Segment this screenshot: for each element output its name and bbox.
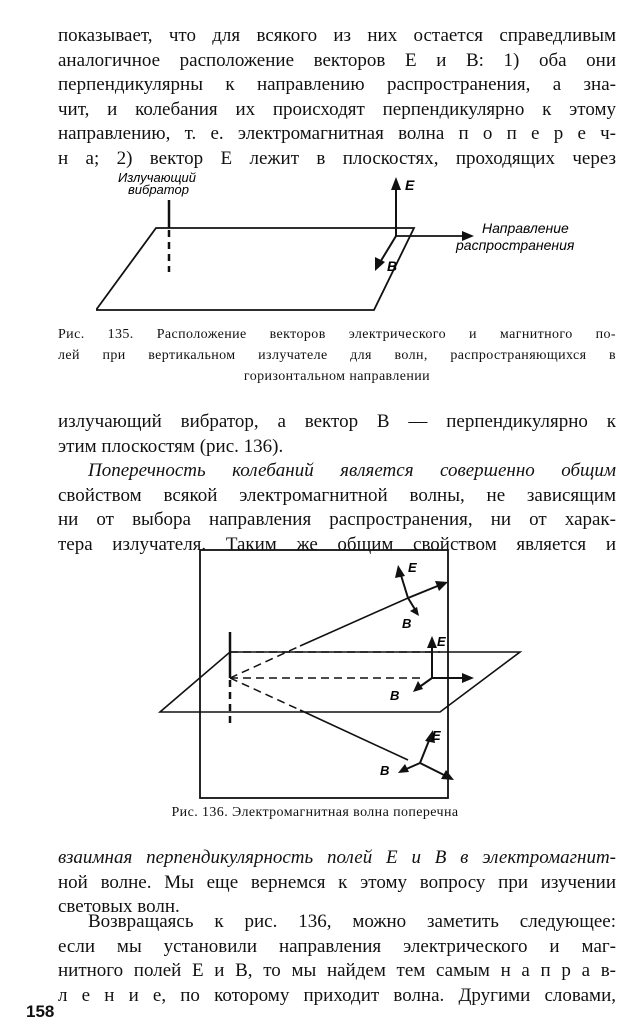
text-line: ной волне. Мы еще вернемся к этому вопросу при изучении <box>58 871 616 893</box>
text-line <box>58 846 616 871</box>
vector-e-arrowhead <box>391 177 401 190</box>
text-line: световых волн. <box>58 896 180 917</box>
label-b-mid: B <box>390 688 400 703</box>
label-direction-line2: распространения <box>456 237 575 253</box>
text-line: излучающий вибратор, а вектор B — перпендикулярно к <box>58 411 616 432</box>
text-line <box>58 459 616 484</box>
paragraph-middle-1 <box>58 410 616 459</box>
vector-bot-e <box>420 738 430 763</box>
vector-bot-propagation <box>420 763 446 776</box>
caption-line: Рис. 135. Расположение векторов электрического и магнитного по- <box>58 327 616 342</box>
text-line: если мы установили направления электрического и маг- <box>58 935 616 957</box>
figure-136-caption: Рис. 136. Электромагнитная волна поперечна <box>171 805 459 820</box>
text-line: показывает, что для всякого из них остается справедливым <box>58 25 616 46</box>
figure-136 <box>150 548 530 803</box>
label-e: E <box>405 177 415 193</box>
label-vibrator-line2: вибратор <box>128 182 189 197</box>
label-b: B <box>387 258 398 274</box>
text-line: ни от выбора направления распространения, ни от харак- <box>58 509 616 530</box>
paragraph-bottom-2 <box>58 910 616 1008</box>
text-line: л е н и е, по которому приходит волна. Другими словами, <box>58 984 616 1006</box>
label-e-top: E <box>408 560 417 575</box>
horizontal-plane <box>160 652 520 712</box>
vector-top-propagation <box>408 585 440 598</box>
text-line: перпендикулярны к направлению распространения, а зна- <box>58 74 616 95</box>
paragraph-middle-2 <box>58 459 616 557</box>
ray-up <box>230 646 300 678</box>
ray-up-solid <box>300 598 408 646</box>
paragraph-top <box>58 24 616 171</box>
text-line: тера излучателя. Таким же общим свойством является и <box>58 533 616 555</box>
text-line: аналогичное расположение векторов E и B: 1) оба они <box>58 49 616 71</box>
vertical-plane <box>200 550 448 798</box>
ray-down-solid <box>300 710 408 760</box>
label-vibrator-line1: Излучающий <box>118 170 196 185</box>
vector-b-arrowhead <box>375 257 385 271</box>
horizontal-plane <box>96 228 414 310</box>
text-line: этим плоскостям (рис. 136). <box>58 435 284 457</box>
text-line: н а; 2) вектор E лежит в плоскостях, проходящих через <box>58 147 616 169</box>
text-line: свойством всякой электромагнитной волны, не зависящим <box>58 484 616 506</box>
italic-text: взаимная перпендикулярность полей E и B в электромагнит- <box>58 847 616 868</box>
figure-135-caption <box>58 324 616 387</box>
text-line: нитного полей E и B, то мы найдем тем самым н а п р а в- <box>58 960 616 981</box>
text-line: Возвращаясь к рис. 136, можно заметить следующее: <box>88 911 616 932</box>
label-b-top: B <box>402 616 412 631</box>
ray-down <box>230 678 300 710</box>
label-e-bot: E <box>432 728 441 743</box>
italic-text: Поперечность колебаний является совершенно общим <box>88 460 616 481</box>
text-line: направлению, т. е. электромагнитная волна п о п е р е ч- <box>58 123 616 144</box>
caption-line: горизонтальном направлении <box>243 369 431 384</box>
caption-line: лей при вертикальном излучателе для волн, распространяющихся в <box>58 348 616 363</box>
label-direction-line1: Направление <box>482 220 569 236</box>
label-b-bot: B <box>380 763 390 778</box>
text-line: чит, и колебания их происходят перпендикулярно к этому <box>58 98 616 120</box>
figure-135 <box>96 160 596 320</box>
paragraph-bottom-1 <box>58 846 616 920</box>
page-number: 158 <box>26 1002 55 1021</box>
label-e-mid: E <box>437 634 446 649</box>
